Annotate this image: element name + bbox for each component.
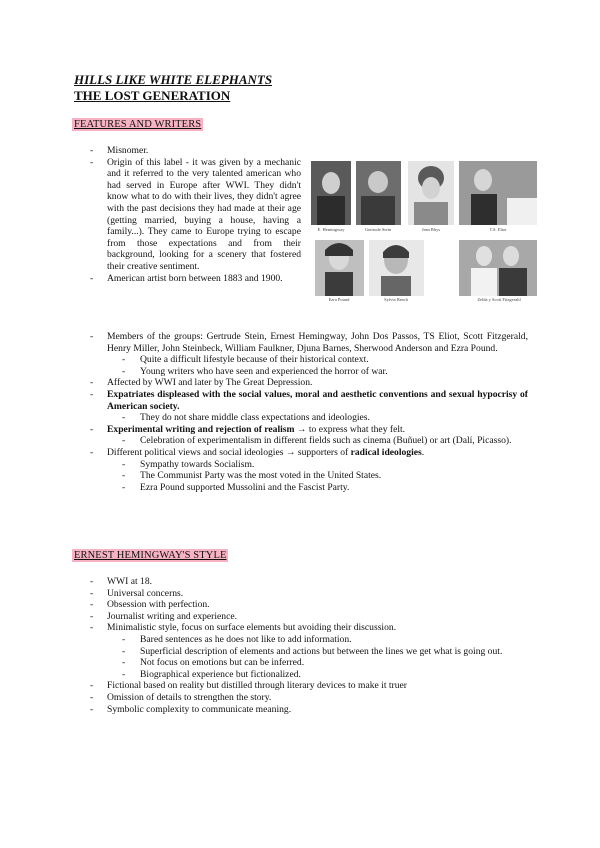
caption-eliot: T.S. Eliot xyxy=(489,227,507,232)
document-subtitle: THE LOST GENERATION xyxy=(74,88,231,103)
list-item: - Members of the groups: Gertrude Stein, Ernest Hemingway, John Dos Passos, TS Eliot, Scott Fitzgerald, Henry Miller, John Steinbeck, William Faulkner, Djuna Barnes, Sherwood Anderson and Ezra Pound. - Quite a difficult lifestyle because of their historical context. - Young writers who have seen and experienced the horror of war. xyxy=(90,331,528,377)
caption-beach: Sylvia Beach xyxy=(384,297,408,302)
list-item: - Origin of this label - it was given by a mechanic and it referred to the very talented american who had served in Europe after WWI. They didn't know what to do with their lives, they didn't agree with the past decisions they had made at their age (getting married, buying a house, having a family...). They came to Europe trying to escape from those expectations and from their background, looking for a scenery that fostered their creative sentiment. xyxy=(90,157,301,273)
caption-hemingway: E. Hemingway xyxy=(317,227,345,232)
caption-rhys: Jean Rhys xyxy=(421,227,441,232)
sub-list-item: - Ezra Pound supported Mussolini and the Fascist Party. xyxy=(107,482,528,494)
list-item: - Omission of details to strengthen the story. xyxy=(90,692,528,704)
sub-list-item: - Superficial description of elements and actions but between the lines we get what is going out. xyxy=(107,646,528,658)
features-list-top xyxy=(90,145,301,284)
caption-stein: Gertrude Stein xyxy=(364,227,392,232)
sub-list-item: - Quite a difficult lifestyle because of their historical context. xyxy=(107,354,528,366)
list-item: - Minimalistic style, focus on surface elements but avoiding their discussion. - Bared sentences as he does not like to add information. - Superficial description of elements and actions but between the lines we get what is going out. - Not focus on emotions but can be inferred. - Biographical experience but fictionalized. xyxy=(90,622,528,680)
list-item: - Universal concerns. xyxy=(90,588,528,600)
writers-photo-collage xyxy=(311,158,537,304)
list-item: - Affected by WWI and later by The Great Depression. xyxy=(90,377,528,389)
caption-fitzgerald: Zelda y Scott Fitzgerald xyxy=(477,297,521,302)
sub-list-item: - Not focus on emotions but can be inferred. xyxy=(107,657,528,669)
list-item: - Expatriates displeased with the social values, moral and aesthetic conventions and sexual hypocrisy of American society. - They do not share middle class expectations and ideologies. xyxy=(90,389,528,424)
list-item: - American artist born between 1883 and 1900. xyxy=(90,273,301,285)
sub-list-item: - The Communist Party was the most voted in the United States. xyxy=(107,470,528,482)
caption-pound: Ezra Pound xyxy=(328,297,350,302)
list-item: - Different political views and social ideologies → supporters of radical ideologies. - Sympathy towards Socialism. - The Communist Party was the most voted in the United States. - Ezra Pound supported Mussolini and the Fascist Party. xyxy=(90,447,528,493)
list-item: - Obsession with perfection. xyxy=(90,599,528,611)
style-list xyxy=(90,576,528,715)
sub-list-item: - Sympathy towards Socialism. xyxy=(107,459,528,471)
list-item: - Experimental writing and rejection of realism → to express what they felt. - Celebration of experimentalism in different fields such as cinema (Buñuel) or art (Dalí, Picasso). xyxy=(90,424,528,447)
sub-list-item: - Biographical experience but fictionalized. xyxy=(107,669,528,681)
list-item: - Misnomer. xyxy=(90,145,301,157)
list-item: - Journalist writing and experience. xyxy=(90,611,528,623)
sub-list-item: - They do not share middle class expectations and ideologies. xyxy=(107,412,528,424)
list-item: - WWI at 18. xyxy=(90,576,528,588)
section-heading-features: FEATURES AND WRITERS xyxy=(74,119,202,130)
document-title: HILLS LIKE WHITE ELEPHANTS xyxy=(74,72,273,87)
sub-list-item: - Celebration of experimentalism in different fields such as cinema (Buñuel) or art (Dalí, Picasso). xyxy=(107,435,528,447)
list-item: - Fictional based on reality but distilled through literary devices to make it truer xyxy=(90,680,528,692)
sub-list-item: - Bared sentences as he does not like to add information. xyxy=(107,634,528,646)
list-item: - Symbolic complexity to communicate meaning. xyxy=(90,704,528,716)
features-list-bottom xyxy=(90,331,528,493)
sub-list-item: - Young writers who have seen and experienced the horror of war. xyxy=(107,366,528,378)
section-heading-style: ERNEST HEMINGWAY'S STYLE xyxy=(74,550,227,561)
